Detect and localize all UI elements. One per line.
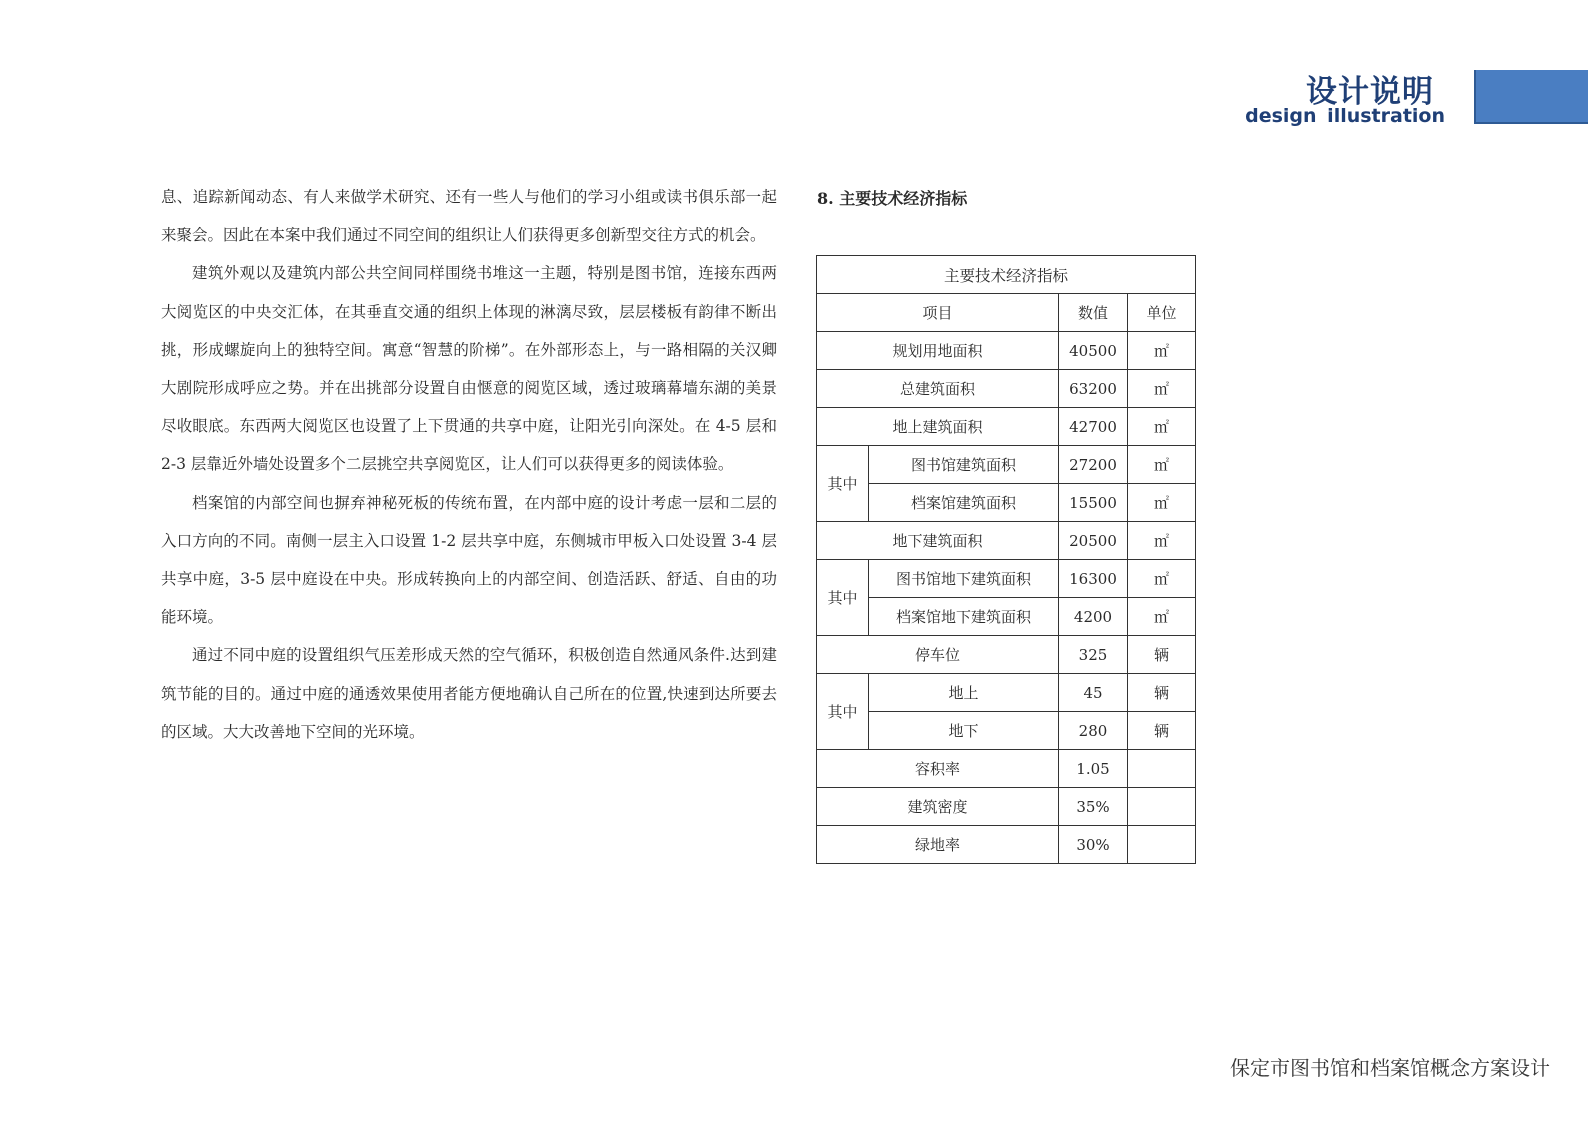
row-label: 地上 (869, 674, 1059, 712)
row-unit: ㎡ (1128, 598, 1196, 636)
group-label: 其中 (817, 446, 869, 522)
footer-project-title: 保定市图书馆和档案馆概念方案设计 (1230, 1056, 1550, 1080)
row-value: 16300 (1059, 560, 1128, 598)
row-label: 绿地率 (817, 826, 1059, 864)
table-caption: 主要技术经济指标 (817, 256, 1196, 294)
row-label: 建筑密度 (817, 788, 1059, 826)
row-unit (1128, 826, 1196, 864)
page-subtitle: design illustration (1245, 105, 1445, 127)
row-unit: 辆 (1128, 674, 1196, 712)
table-row (817, 598, 1196, 636)
page-title: 设计说明 (1306, 74, 1434, 110)
table-caption-row (817, 256, 1196, 294)
table-header-row (817, 294, 1196, 332)
header-accent-bar (1474, 70, 1588, 124)
row-value: 42700 (1059, 408, 1128, 446)
row-value: 20500 (1059, 522, 1128, 560)
body-text (161, 178, 777, 751)
row-label: 地上建筑面积 (817, 408, 1059, 446)
table-row (817, 332, 1196, 370)
row-unit: ㎡ (1128, 370, 1196, 408)
table-row (817, 446, 1196, 484)
table-row (817, 788, 1196, 826)
row-label: 档案馆地下建筑面积 (869, 598, 1059, 636)
row-value: 30% (1059, 826, 1128, 864)
row-label: 图书馆地下建筑面积 (869, 560, 1059, 598)
row-label: 容积率 (817, 750, 1059, 788)
row-unit: ㎡ (1128, 446, 1196, 484)
table-row (817, 826, 1196, 864)
row-value: 40500 (1059, 332, 1128, 370)
header-item: 项目 (817, 294, 1059, 332)
row-label: 地下建筑面积 (817, 522, 1059, 560)
row-unit: ㎡ (1128, 332, 1196, 370)
row-value: 63200 (1059, 370, 1128, 408)
table-row (817, 408, 1196, 446)
group-label: 其中 (817, 560, 869, 636)
row-unit: 辆 (1128, 636, 1196, 674)
header-value: 数值 (1059, 294, 1128, 332)
table-row (817, 750, 1196, 788)
row-unit: 辆 (1128, 712, 1196, 750)
row-unit (1128, 788, 1196, 826)
row-label: 图书馆建筑面积 (869, 446, 1059, 484)
row-value: 35% (1059, 788, 1128, 826)
indicators-table (816, 255, 1196, 864)
table-row (817, 674, 1196, 712)
row-label: 停车位 (817, 636, 1059, 674)
row-unit: ㎡ (1128, 408, 1196, 446)
table-row (817, 636, 1196, 674)
row-label: 总建筑面积 (817, 370, 1059, 408)
paragraph-4: 通过不同中庭的设置组织气压差形成天然的空气循环，积极创造自然通风条件.达到建筑节能的目的。通过中庭的通透效果使用者能方便地确认自己所在的位置,快速到达所要去的区域。大大改善地下空间的光环境。 (161, 646, 777, 741)
row-unit: ㎡ (1128, 522, 1196, 560)
table-row (817, 522, 1196, 560)
paragraph-2: 建筑外观以及建筑内部公共空间同样围绕书堆这一主题，特别是图书馆，连接东西两大阅览区的中央交汇体，在其垂直交通的组织上体现的淋漓尽致，层层楼板有韵律不断出挑，形成螺旋向上的独特空间。寓意“智慧的阶梯”。在外部形态上，与一路相隔的关汉卿大剧院形成呼应之势。并在出挑部分设置自由惬意的阅览区域，透过玻璃幕墙东湖的美景尽收眼底。东西两大阅览区也设置了上下贯通的共享中庭，让阳光引向深处。在 4-5 层和 2-3 层靠近外墙处设置多个二层挑空共享阅览区，让人们可以获得更多的阅读体验。 (161, 264, 777, 474)
row-value: 15500 (1059, 484, 1128, 522)
paragraph-1: 息、追踪新闻动态、有人来做学术研究、还有一些人与他们的学习小组或读书俱乐部一起来聚会。因此在本案中我们通过不同空间的组织让人们获得更多创新型交往方式的机会。 (161, 188, 777, 245)
table-row (817, 370, 1196, 408)
row-value: 45 (1059, 674, 1128, 712)
group-label: 其中 (817, 674, 869, 750)
row-label: 规划用地面积 (817, 332, 1059, 370)
row-label: 地下 (869, 712, 1059, 750)
table-row (817, 712, 1196, 750)
row-value: 27200 (1059, 446, 1128, 484)
row-value: 4200 (1059, 598, 1128, 636)
row-value: 280 (1059, 712, 1128, 750)
row-value: 1.05 (1059, 750, 1128, 788)
row-label: 档案馆建筑面积 (869, 484, 1059, 522)
row-unit: ㎡ (1128, 560, 1196, 598)
paragraph-3: 档案馆的内部空间也摒弃神秘死板的传统布置，在内部中庭的设计考虑一层和二层的入口方向的不同。南侧一层主入口设置 1-2 层共享中庭，东侧城市甲板入口处设置 3-4 层共享中庭，3-5 层中庭设在中央。形成转换向上的内部空间、创造活跃、舒适、自由的功能环境。 (161, 493, 777, 627)
table-row (817, 560, 1196, 598)
row-unit: ㎡ (1128, 484, 1196, 522)
row-value: 325 (1059, 636, 1128, 674)
row-unit (1128, 750, 1196, 788)
table-row (817, 484, 1196, 522)
section-heading: 8. 主要技术经济指标 (817, 189, 968, 208)
header-unit: 单位 (1128, 294, 1196, 332)
